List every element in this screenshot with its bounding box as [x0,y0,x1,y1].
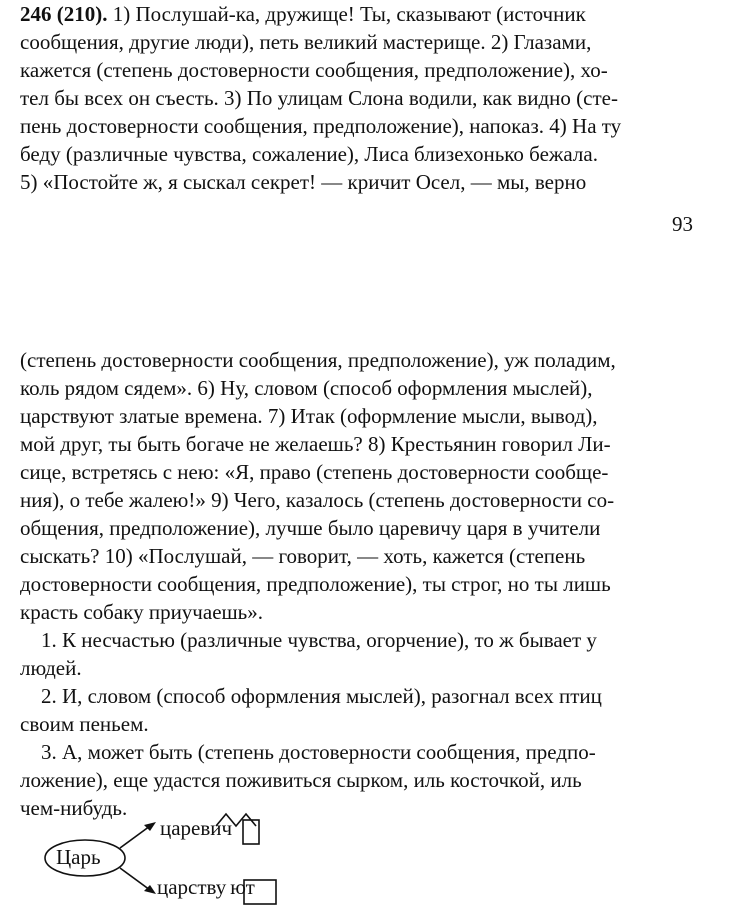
page-number: 93 [672,212,693,236]
exercise-line-2: сообщения, другие люди), петь великий мастерище. 2) Глазами, [20,30,592,54]
derived-word-2: царству ют [157,875,255,899]
exercise-line-1: 246 (210). 1) Послушай-ка, дружище! Ты, сказывают (источник [20,2,586,26]
answer-line: 2. И, словом (способ оформления мыслей), разогнал всех птиц [20,684,602,708]
text-line: ния), о тебе жалею!» 9) Чего, казалось (степень достоверности со- [20,488,615,512]
text-line: (степень достоверности сообщения, предположение), уж поладим, [20,348,616,372]
exercise-line-6: беду (различные чувства, сожаление), Лиса близехонько бежала. [20,142,598,166]
exercise-line-5: пень достоверности сообщения, предположение), напоказ. 4) На ту [20,114,622,138]
word-ending: ют [230,875,255,899]
arrow-down [120,868,150,890]
exercise-number: 246 (210). [20,2,108,26]
text-line: царствуют златые времена. 7) Итак (оформление мысли, вывод), [20,404,598,428]
text-line: коль рядом сядем». 6) Ну, словом (способ оформления мыслей), [20,376,593,400]
exercise-line-4: тел бы всех он съесть. 3) По улицам Слона водили, как видно (сте- [20,86,618,110]
derived-word-1: царевич [160,816,233,840]
answer-line: чем-нибудь. [20,796,128,820]
text-line: сице, встретясь с нею: «Я, право (степень достоверности сообще- [20,460,609,484]
answer-line: людей. [20,656,82,680]
text-line: достоверности сообщения, предположение), ты строг, но ты лишь [20,572,611,596]
exercise-line-7: 5) «Постойте ж, я сыскал секрет! — кричит Осел, — мы, верно [20,170,587,194]
text-line: красть собаку приучаешь». [20,600,264,624]
arrow-up [120,826,150,848]
answer-line: ложение), еще удастся поживиться сырком, иль косточкой, иль [20,768,582,792]
text-line: мой друг, ты быть богаче не желаешь? 8) Крестьянин говорил Ли- [20,432,611,456]
answer-line: 3. А, может быть (степень достоверности сообщения, предпо- [20,740,596,764]
root-word: Царь [56,845,101,869]
text-line: общения, предположение), лучше было царевичу царя в учители [20,516,601,540]
answer-line: своим пеньем. [20,712,149,736]
exercise-line-3: кажется (степень достоверности сообщения, предположение), хо- [20,58,608,82]
word-formation-diagram [20,806,350,912]
zero-ending-box [243,820,259,844]
answer-line: 1. К несчастью (различные чувства, огорчение), то ж бывает у [20,628,597,652]
text-line: сыскать? 10) «Послушай, — говорит, — хоть, кажется (степень [20,544,586,568]
